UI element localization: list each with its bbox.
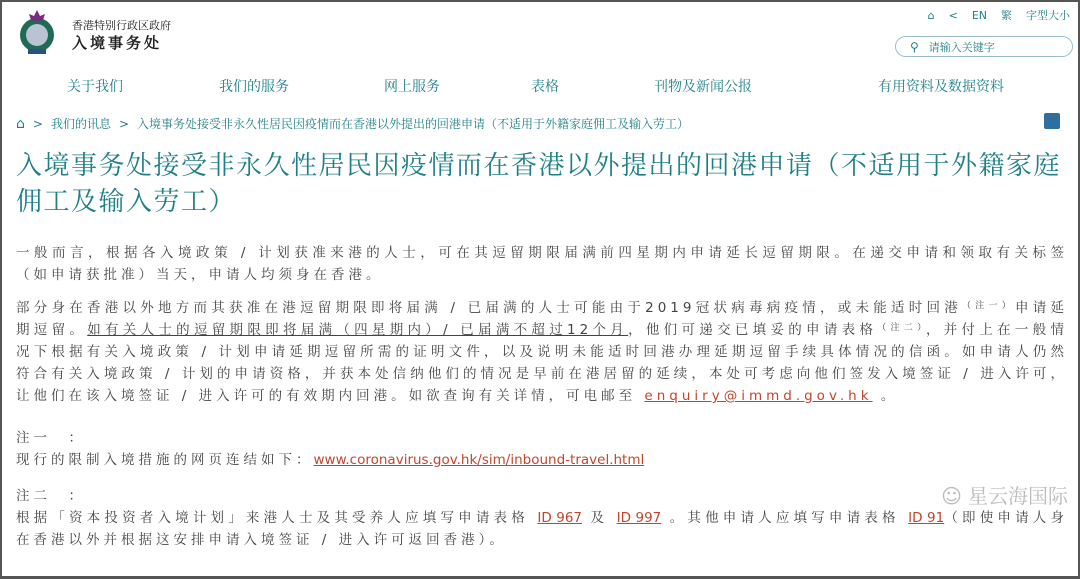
- form-id967-link[interactable]: ID 967: [537, 510, 582, 526]
- breadcrumb: [16, 115, 1031, 132]
- font-size-button[interactable]: 字型大小: [1026, 9, 1070, 22]
- immd-logo-icon: [16, 8, 58, 56]
- lang-en[interactable]: EN: [971, 8, 987, 22]
- share-icon[interactable]: <: [948, 8, 958, 22]
- text: ，他们可递交已填妥的申请表格: [628, 322, 878, 338]
- note-ref: （注二）: [877, 323, 926, 333]
- text: 部分身在香港以外地方而其获准在港逗留期限即将届满 / 已届满的人士可能由于2019冠状病毒病疫情，或未能适时回港: [16, 300, 962, 316]
- nav-forms[interactable]: 表格: [531, 79, 559, 95]
- text: （即使申请人身在香港以外并根据这安排申请入境签证 / 进入许可返回香港）。: [16, 510, 1068, 548]
- text: 根据「资本投资者入境计划」来港人士及其受养人应填写申请表格: [16, 510, 538, 526]
- gov-name: 香港特别行政区政府: [72, 19, 171, 32]
- main-content: [16, 148, 1068, 551]
- breadcrumb-item[interactable]: 我们的讯息: [50, 117, 111, 131]
- watermark-text: 星云海国际: [968, 484, 1068, 508]
- wechat-icon: ☺: [941, 484, 962, 508]
- form-id997-link[interactable]: ID 997: [616, 510, 662, 526]
- note-2: [16, 485, 1068, 551]
- breadcrumb-sep: >: [32, 116, 43, 131]
- note-label: 注二 ：: [16, 488, 86, 504]
- text: ，并付上在一般情况下根据有关入境政策 / 计划申请延期逗留所需的证明文件，以及说明未能适时回港办理延期逗留手续具体情况的信函。如申请人仍然符合有关入境政策 / 计划的申请资格，并获本处信纳他们的情况是早前在港居留的延续，本处可考虑向他们签发入境签证 / 进入许可，让他们在该入境签证 / 进入许可的有效期内回港。如欲查询有关详情，可电邮至: [16, 322, 1069, 404]
- print-icon[interactable]: [1044, 113, 1060, 129]
- main-nav: [2, 76, 1080, 96]
- text: 及: [582, 510, 617, 526]
- nav-about[interactable]: 关于我们: [67, 79, 123, 95]
- email-link[interactable]: enquiry@immd.gov.hk: [644, 388, 873, 404]
- text: 现行的限制入境措施的网页连结如下：: [16, 452, 314, 468]
- underlined-text: 如有关人士的逗留期限即将届满（四星期内）/ 已届满不超过12个月: [87, 322, 629, 338]
- form-id91-link[interactable]: ID 91: [908, 510, 945, 526]
- note-2-label-row: [16, 485, 1068, 507]
- search-input[interactable]: [895, 36, 1073, 57]
- nav-services[interactable]: 我们的服务: [219, 79, 289, 95]
- note-label: 注一 ：: [16, 430, 86, 446]
- search-icon: ⚲: [910, 39, 919, 54]
- note-1: [16, 427, 1068, 471]
- search-placeholder: 请输入关键字: [928, 40, 995, 54]
- breadcrumb-item: 入境事务处接受非永久性居民因疫情而在香港以外提出的回港申请（不适用于外籍家庭佣工及输入劳工）: [137, 117, 690, 131]
- text: 申请延期逗留。: [16, 300, 1068, 338]
- coronavirus-link[interactable]: www.coronavirus.gov.hk/sim/inbound-travel.html: [313, 452, 645, 468]
- nav-publications[interactable]: 刊物及新闻公报: [654, 79, 752, 95]
- nav-online[interactable]: 网上服务: [384, 79, 440, 95]
- home-icon[interactable]: ⌂: [16, 115, 25, 132]
- text: 。: [872, 388, 899, 404]
- lang-trad[interactable]: 繁: [1001, 9, 1012, 22]
- dept-name[interactable]: 入境事务处: [72, 34, 163, 52]
- nav-useful-info[interactable]: 有用资料及数据资料: [878, 79, 1004, 95]
- page-title: 入境事务处接受非永久性居民因疫情而在香港以外提出的回港申请（不适用于外籍家庭佣工及输入劳工）: [16, 151, 1062, 217]
- home-icon[interactable]: ⌂: [927, 8, 935, 22]
- watermark: [941, 485, 1068, 507]
- breadcrumb-sep: >: [118, 116, 130, 131]
- utility-bar: [928, 7, 1070, 23]
- text: 。其他申请人应填写申请表格: [661, 510, 909, 526]
- paragraph-1: 一般而言，根据各入境政策 / 计划获准来港的人士，可在其逗留期限届满前四星期内申请延长逗留期限。在递交申请和领取有关标签（如申请获批准）当天，申请人均须身在香港。: [16, 245, 1068, 283]
- paragraph-2: [16, 297, 1068, 407]
- note-ref: （注一）: [961, 301, 1015, 311]
